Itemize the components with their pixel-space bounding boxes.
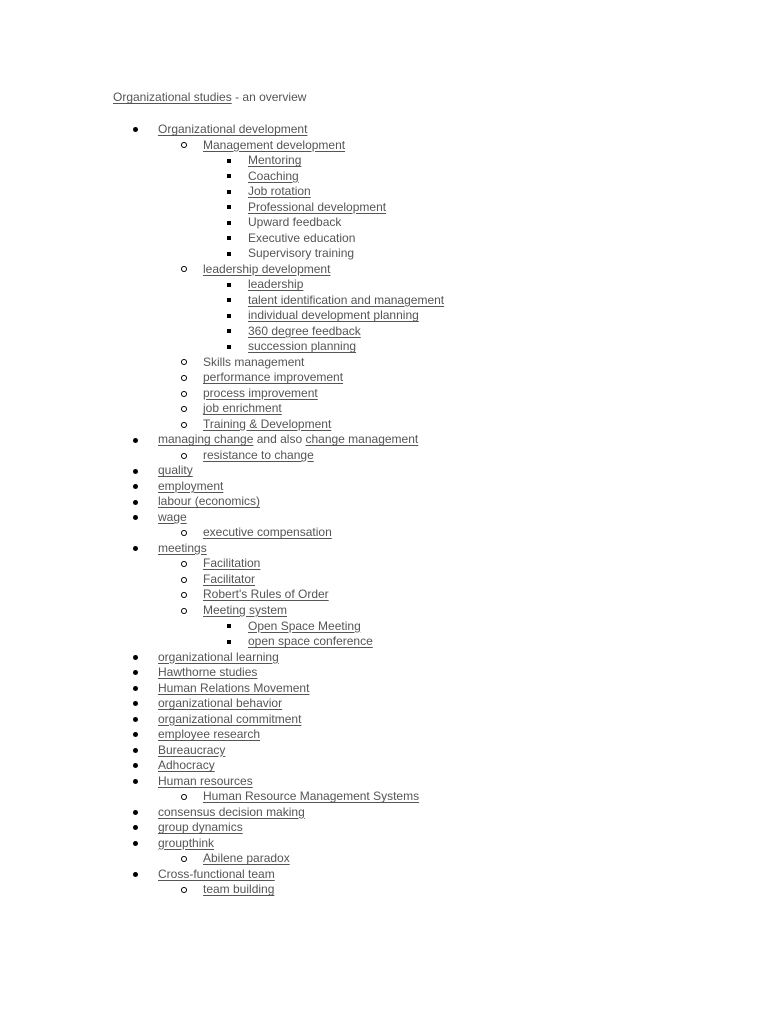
square-bullet-icon (227, 231, 239, 247)
outline-item-level-1 (113, 665, 733, 681)
outline-item-level-2 (113, 386, 733, 402)
outline-item-level-1 (113, 494, 733, 510)
outline-link[interactable]: Organizational development (158, 122, 308, 136)
outline-link[interactable]: Management development (203, 137, 346, 152)
outline-text: Upward feedback (248, 215, 342, 230)
disc-bullet-icon (133, 122, 145, 138)
disc-bullet-icon (133, 510, 145, 526)
disc-bullet-icon (133, 494, 145, 510)
outline-item-level-3 (113, 200, 733, 216)
square-bullet-icon (227, 200, 239, 216)
disc-bullet-icon (133, 836, 145, 852)
outline-link[interactable]: Adhocracy (158, 758, 215, 773)
outline-link[interactable]: groupthink (158, 835, 215, 850)
disc-bullet-icon (133, 820, 145, 836)
square-bullet-icon (227, 634, 239, 650)
outline-item-level-1 (113, 867, 733, 883)
circle-bullet-icon (181, 401, 193, 417)
outline-link[interactable]: group dynamics (158, 820, 243, 835)
circle-bullet-icon (181, 851, 193, 867)
outline-item-level-1 (113, 696, 733, 712)
outline-item-level-2 (113, 138, 733, 154)
outline-link[interactable]: Mentoring (248, 153, 302, 168)
document-title (113, 89, 733, 105)
outline-link[interactable]: leadership (248, 277, 304, 292)
disc-bullet-icon (133, 541, 145, 557)
outline-item-level-2 (113, 572, 733, 588)
disc-bullet-icon (133, 805, 145, 821)
square-bullet-icon (227, 153, 239, 169)
outline-item-level-2 (113, 262, 733, 278)
outline-item-level-3 (113, 184, 733, 200)
outline-item-level-3 (113, 153, 733, 169)
square-bullet-icon (227, 308, 239, 324)
outline-link[interactable]: change management (305, 432, 419, 447)
outline-item-level-3 (113, 246, 733, 262)
title-suffix: - an overview (231, 90, 307, 104)
outline-link[interactable]: Open Space Meeting (248, 618, 361, 633)
circle-bullet-icon (181, 882, 193, 898)
outline-link[interactable]: succession planning (248, 339, 357, 354)
outline-item-level-2 (113, 401, 733, 417)
disc-bullet-icon (133, 758, 145, 774)
outline-link[interactable]: wage (158, 509, 187, 524)
outline-item-level-1 (113, 479, 733, 495)
outline-link[interactable]: Robert's Rules of Order (203, 587, 329, 602)
outline-text: Skills management (203, 354, 305, 369)
outline-link[interactable]: Human Resource Management Systems (203, 789, 420, 804)
outline-link[interactable]: 360 degree feedback (248, 323, 361, 338)
disc-bullet-icon (133, 463, 145, 479)
outline-item-level-1 (113, 836, 733, 852)
square-bullet-icon (227, 169, 239, 185)
circle-bullet-icon (181, 603, 193, 619)
outline-link[interactable]: Abilene paradox (203, 851, 290, 866)
square-bullet-icon (227, 184, 239, 200)
square-bullet-icon (227, 324, 239, 340)
outline-link[interactable]: Facilitator (203, 571, 256, 586)
outline-item-level-3 (113, 619, 733, 635)
outline-link[interactable]: managing change (158, 432, 254, 447)
outline-item-level-1 (113, 122, 733, 138)
outline-item-level-1 (113, 463, 733, 479)
outline-link[interactable]: Training & Development (203, 416, 332, 431)
outline-link[interactable]: Job rotation (248, 184, 311, 199)
outline-item-level-3 (113, 293, 733, 309)
circle-bullet-icon (181, 789, 193, 805)
outline-link[interactable]: Professional development (248, 199, 387, 214)
outline-link[interactable]: meetings (158, 540, 207, 555)
circle-bullet-icon (181, 417, 193, 433)
square-bullet-icon (227, 293, 239, 309)
outline-item-level-1 (113, 774, 733, 790)
title-link[interactable]: Organizational studies (113, 90, 232, 104)
outline-item-level-1 (113, 432, 733, 448)
disc-bullet-icon (133, 712, 145, 728)
outline-link[interactable]: performance improvement (203, 370, 344, 385)
outline-item-level-1 (113, 743, 733, 759)
outline-item-level-2 (113, 603, 733, 619)
circle-bullet-icon (181, 572, 193, 588)
outline-link[interactable]: team building (203, 882, 275, 897)
disc-bullet-icon (133, 665, 145, 681)
outline-link[interactable]: organizational learning (158, 649, 279, 664)
disc-bullet-icon (133, 867, 145, 883)
circle-bullet-icon (181, 386, 193, 402)
circle-bullet-icon (181, 355, 193, 371)
disc-bullet-icon (133, 727, 145, 743)
outline-item-level-2 (113, 789, 733, 805)
outline-link[interactable]: Human Relations Movement (158, 680, 310, 695)
outline-link[interactable]: process improvement (203, 385, 318, 400)
circle-bullet-icon (181, 556, 193, 572)
outline-link[interactable]: employee research (158, 727, 261, 742)
outline-item-level-1 (113, 727, 733, 743)
square-bullet-icon (227, 215, 239, 231)
outline-link[interactable]: job enrichment (203, 401, 282, 416)
circle-bullet-icon (181, 262, 193, 278)
disc-bullet-icon (133, 743, 145, 759)
outline-link[interactable]: labour (economics) (158, 494, 261, 509)
outline-item-level-3 (113, 324, 733, 340)
disc-bullet-icon (133, 432, 145, 448)
outline-item-level-1 (113, 758, 733, 774)
disc-bullet-icon (133, 696, 145, 712)
square-bullet-icon (227, 246, 239, 262)
disc-bullet-icon (133, 479, 145, 495)
outline-item-level-2 (113, 448, 733, 464)
outline-link[interactable]: Bureaucracy (158, 742, 226, 757)
disc-bullet-icon (133, 650, 145, 666)
outline-link[interactable]: Meeting system (203, 602, 288, 617)
outline-item-level-3 (113, 308, 733, 324)
outline-item-level-3 (113, 277, 733, 293)
outline-link[interactable]: Hawthorne studies (158, 665, 258, 680)
outline-text: Executive education (248, 230, 356, 245)
document-page (113, 89, 733, 898)
square-bullet-icon (227, 339, 239, 355)
circle-bullet-icon (181, 587, 193, 603)
outline-item-level-3 (113, 634, 733, 650)
outline-link[interactable]: Facilitation (203, 556, 261, 571)
outline-item-level-2 (113, 556, 733, 572)
circle-bullet-icon (181, 138, 193, 154)
outline-item-level-2 (113, 882, 733, 898)
outline-item-level-1 (113, 712, 733, 728)
circle-bullet-icon (181, 370, 193, 386)
outline-link[interactable]: executive compensation (203, 525, 332, 540)
square-bullet-icon (227, 619, 239, 635)
outline-item-level-1 (113, 510, 733, 526)
outline-link[interactable]: employment (158, 478, 224, 493)
outline-link[interactable]: open space conference (248, 634, 373, 649)
outline-item-level-1 (113, 650, 733, 666)
circle-bullet-icon (181, 448, 193, 464)
outline-link[interactable]: quality (158, 463, 193, 478)
outline-text: Supervisory training (248, 246, 355, 261)
outline-link[interactable]: resistance to change (203, 447, 314, 462)
outline-item-level-2 (113, 355, 733, 371)
outline-item-level-3 (113, 215, 733, 231)
outline-link[interactable]: organizational behavior (158, 696, 283, 711)
outline-link[interactable]: Human resources (158, 773, 253, 788)
outline-item-level-2 (113, 417, 733, 433)
outline-item-level-1 (113, 541, 733, 557)
outline-item-level-2 (113, 370, 733, 386)
outline-item-level-2 (113, 587, 733, 603)
outline-link[interactable]: consensus decision making (158, 804, 305, 819)
outline-link[interactable]: individual development planning (248, 308, 419, 323)
outline-item-level-1 (113, 681, 733, 697)
outline-item-level-2 (113, 525, 733, 541)
disc-bullet-icon (133, 774, 145, 790)
square-bullet-icon (227, 277, 239, 293)
outline-item-level-1 (113, 820, 733, 836)
outline-link[interactable]: Coaching (248, 168, 299, 183)
outline-text: and also (253, 432, 306, 447)
outline-item-level-3 (113, 169, 733, 185)
outline-link[interactable]: Cross-functional team (158, 866, 275, 881)
outline-item-level-1 (113, 805, 733, 821)
outline-link[interactable]: organizational commitment (158, 711, 302, 726)
topic-outline (113, 122, 733, 898)
outline-item-level-2 (113, 851, 733, 867)
outline-item-level-3 (113, 231, 733, 247)
outline-item-level-3 (113, 339, 733, 355)
outline-link[interactable]: leadership development (203, 261, 331, 276)
disc-bullet-icon (133, 681, 145, 697)
circle-bullet-icon (181, 525, 193, 541)
outline-link[interactable]: talent identification and management (248, 292, 445, 307)
